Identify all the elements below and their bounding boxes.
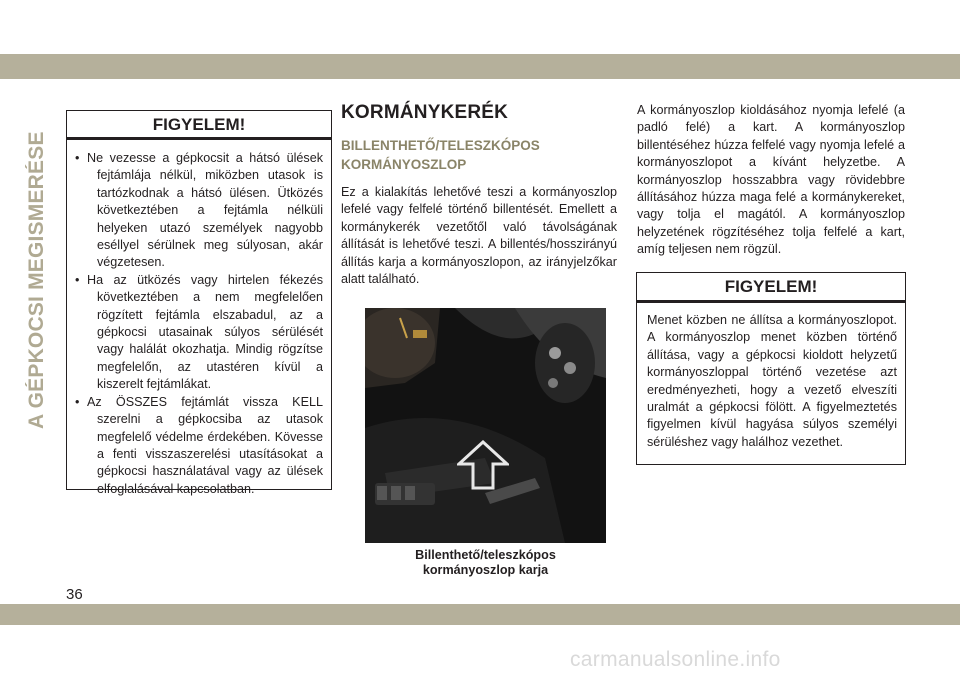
- bullet-icon: •: [75, 394, 80, 409]
- bottom-band: [0, 604, 960, 625]
- warning-title: FIGYELEM!: [67, 111, 331, 140]
- warning-text: Menet közben ne állítsa a kormányoszlopot. A kormányoszlop menet közben történő állítása, vagy a gépkocsi kioldott helyzetű kormányoszloppal történő vezetése azt eredményezheti, hogy a vezető elveszíti uralmát a gépkocsi fölött. A figyelmeztetés figyelmen kívül hagyása súlyos személyi sérüléshez vagy halálhoz vezethet.: [647, 313, 897, 449]
- bullet-icon: •: [75, 272, 80, 287]
- figure-caption: Billenthető/teleszkópos kormányoszlop karja: [415, 548, 556, 577]
- warning-title: FIGYELEM!: [637, 273, 905, 303]
- section-paragraph: Ez a kialakítás lehetővé teszi a kormányoszlop lefelé vagy felfelé történő billentését. Emellett a kormánykerék vezetőtől való távolságának állítását is lehetővé teszi. A billentés/hosszirányú állítás karja a kormányoszlopon, az irányjelzőkar alatt található.: [341, 185, 617, 287]
- right-column: [637, 102, 905, 259]
- section-heading: KORMÁNYKERÉK: [341, 102, 509, 123]
- warning-list: [67, 140, 331, 498]
- top-band: [0, 54, 960, 79]
- section-steering-wheel: [341, 102, 617, 288]
- side-chapter-title: A GÉPKOCSI MEGISMERÉSE: [25, 131, 48, 429]
- warning-item: • Ne vezesse a gépkocsit a hátsó ülések fejtámlája nélkül, miközben utasok is tartózkodnak a hátsó ülésen. Ütközés következtében a fejtámla nélküli helyeken utazó személyek nagyobb eséllyel sérülnek meg súlyosan, akár végzetesen.: [75, 151, 323, 270]
- release-instructions: A kormányoszlop kioldásához nyomja lefelé (a padló felé) a kart. A kormányoszlop billentéséhez húzza felfelé vagy nyomja lefelé a kormányoszlopot a kívánt helyzetbe. A kormányoszlop hosszabbra vagy rövidebbre állításához húzza maga felé a kormánykereket, vagy tolja el magától. A kormányoszlop helyzetének rögzítéséhez tolja felfelé a kart, amíg teljesen nem rögzül.: [637, 103, 905, 257]
- warning-box-steering: [636, 272, 906, 465]
- warning-box-headrest: [66, 110, 332, 496]
- up-arrow-icon: [457, 440, 509, 490]
- steering-column-lever-photo: [365, 308, 606, 543]
- bullet-icon: •: [75, 151, 80, 165]
- section-subheading: BILLENTHETŐ/TELESZKÓPOS KORMÁNYOSZLOP: [341, 138, 540, 172]
- warning-item: • Ha az ütközés vagy hirtelen fékezés következtében a nem megfelelően rögzített fejtámla elszabadul, az a gépkocsi utasainak súlyos sérülését vagy halálát okozhatja. Mindig rögzítse megfelelőn, az utastéren kívül a kiszerelt fejtámlákat.: [75, 272, 323, 392]
- warning-item: • Az ÖSSZES fejtámlát vissza KELL szerelni a gépkocsiba az utasok megfelelő védelme érdekében. Kövesse a fenti visszaszerelési utasításokat a gépkocsi használatával vagy az ülések elfoglalásával kapcsolatban.: [75, 394, 323, 496]
- page-number: 36: [66, 586, 83, 603]
- watermark: carmanualsonline.info: [570, 648, 781, 671]
